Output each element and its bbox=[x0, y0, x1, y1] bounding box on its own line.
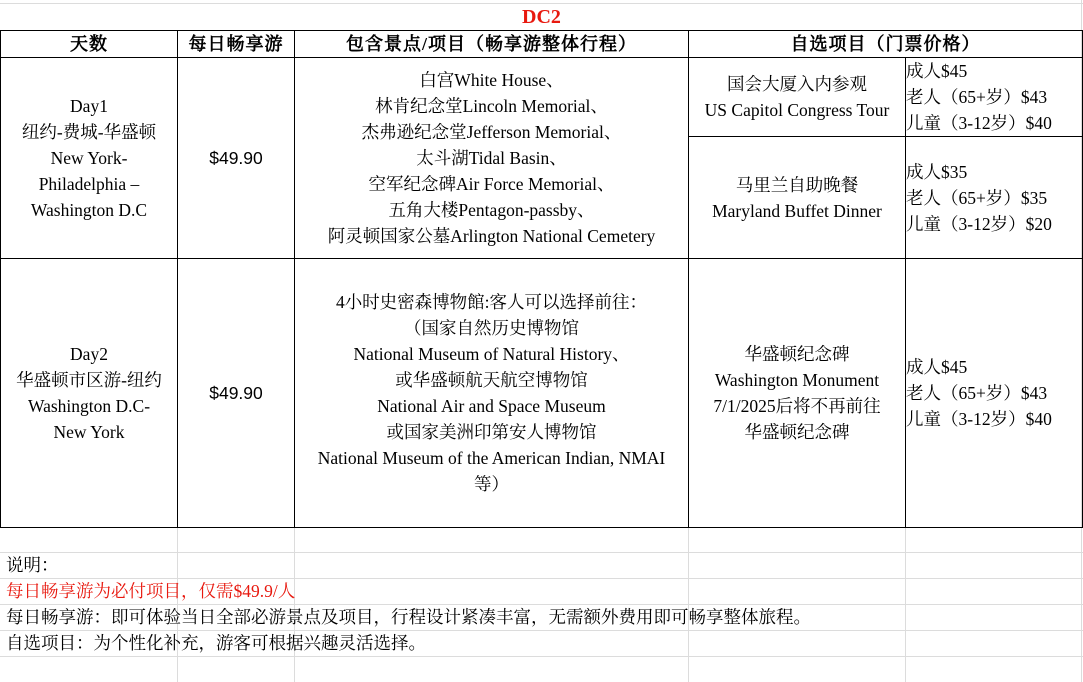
price-child: 儿童（3-12岁）$40 bbox=[906, 409, 1052, 429]
day1-included bbox=[295, 58, 689, 259]
price-senior: 老人（65+岁）$35 bbox=[906, 187, 1048, 208]
day2-cell bbox=[1, 259, 178, 528]
route-chinese: 华盛顿市区游-纽约 bbox=[16, 370, 162, 390]
optional-item-prices bbox=[906, 259, 1083, 528]
table-row bbox=[1, 259, 1083, 528]
optional-notice: 7/1/2025后将不再前往 bbox=[713, 396, 881, 416]
notes-label: 说明： bbox=[6, 555, 59, 575]
attraction-item: National Museum of Natural History、 bbox=[353, 344, 630, 364]
optional-item-prices bbox=[906, 58, 1083, 137]
day1-price: $49.90 bbox=[178, 58, 295, 259]
header-day: 天数 bbox=[1, 31, 178, 58]
optional-item-name bbox=[689, 58, 906, 137]
route-chinese: 纽约-费城-华盛顿 bbox=[21, 122, 157, 142]
notes-highlight: 每日畅享游为必付项目，仅需$49.9/人 bbox=[6, 581, 296, 601]
table-header-row bbox=[1, 31, 1083, 58]
optional-name-en: Maryland Buffet Dinner bbox=[712, 200, 882, 221]
attraction-item: 杰弗逊纪念堂Jefferson Memorial、 bbox=[361, 122, 622, 142]
itinerary-table bbox=[0, 30, 1083, 528]
attraction-item: National Museum of the American Indian, NMAI bbox=[317, 448, 666, 468]
price-senior: 老人（65+岁）$43 bbox=[906, 383, 1048, 403]
attraction-item: National Air and Space Museum bbox=[377, 396, 606, 416]
attraction-item: 4小时史密森博物館:客人可以选择前往： bbox=[335, 292, 648, 312]
optional-notice: 华盛顿纪念碑 bbox=[744, 422, 850, 442]
optional-name-en: Washington Monument bbox=[714, 370, 880, 390]
route-english-line: Philadelphia – bbox=[38, 174, 140, 194]
header-daily-tour: 每日畅享游 bbox=[178, 31, 295, 58]
notes-daily-desc: 每日畅享游：即可体验当日全部必游景点及项目，行程设计紧凑丰富，无需额外费用即可畅享整体旅程。 bbox=[6, 607, 811, 627]
attraction-item: 白宫White House、 bbox=[419, 70, 564, 90]
route-english-line: New York- bbox=[50, 148, 128, 168]
price-adult: 成人$45 bbox=[906, 357, 968, 377]
day-label: Day2 bbox=[70, 344, 108, 364]
attraction-item: 林肯纪念堂Lincoln Memorial、 bbox=[375, 96, 608, 116]
price-senior: 老人（65+岁）$43 bbox=[906, 87, 1048, 107]
attraction-item: 或华盛顿航天航空博物馆 bbox=[395, 370, 588, 390]
optional-item-name bbox=[689, 259, 906, 528]
optional-item-prices bbox=[906, 137, 1083, 259]
route-english-line: Washington D.C bbox=[30, 200, 148, 220]
notes-section bbox=[6, 552, 811, 656]
price-adult: 成人$35 bbox=[906, 161, 968, 182]
notes-optional-desc: 自选项目：为个性化补充，游客可根据兴趣灵活选择。 bbox=[6, 633, 426, 653]
attraction-item: 等） bbox=[474, 474, 509, 494]
price-adult: 成人$45 bbox=[906, 61, 968, 81]
optional-name-en: US Capitol Congress Tour bbox=[704, 100, 890, 120]
day-label: Day1 bbox=[70, 96, 108, 116]
day2-price: $49.90 bbox=[178, 259, 295, 528]
attraction-item: 空军纪念碑Air Force Memorial、 bbox=[368, 174, 615, 194]
optional-item-name bbox=[689, 137, 906, 259]
price-child: 儿童（3-12岁）$40 bbox=[906, 113, 1052, 133]
price-child: 儿童（3-12岁）$20 bbox=[906, 213, 1052, 234]
optional-name-cn: 马里兰自助晚餐 bbox=[735, 174, 859, 195]
route-english-line: New York bbox=[53, 422, 125, 442]
attraction-item: 太斗湖Tidal Basin、 bbox=[416, 148, 567, 168]
optional-name-cn: 国会大厦入内参观 bbox=[727, 74, 867, 94]
attraction-item: 或国家美洲印第安人博物馆 bbox=[386, 422, 597, 442]
route-english-line: Washington D.C- bbox=[27, 396, 151, 416]
attraction-item: （国家自然历史博物馆 bbox=[404, 318, 579, 338]
optional-name-cn: 华盛顿纪念碑 bbox=[744, 344, 850, 364]
table-row bbox=[1, 58, 1083, 137]
attraction-item: 阿灵顿国家公墓Arlington National Cemetery bbox=[327, 226, 656, 246]
page-title: DC2 bbox=[522, 6, 561, 28]
attraction-item: 五角大楼Pentagon-passby、 bbox=[388, 200, 595, 220]
day2-included bbox=[295, 259, 689, 528]
day1-cell bbox=[1, 58, 178, 259]
header-optional: 自选项目（门票价格） bbox=[689, 31, 1083, 58]
header-included: 包含景点/项目（畅享游整体行程） bbox=[295, 31, 689, 58]
